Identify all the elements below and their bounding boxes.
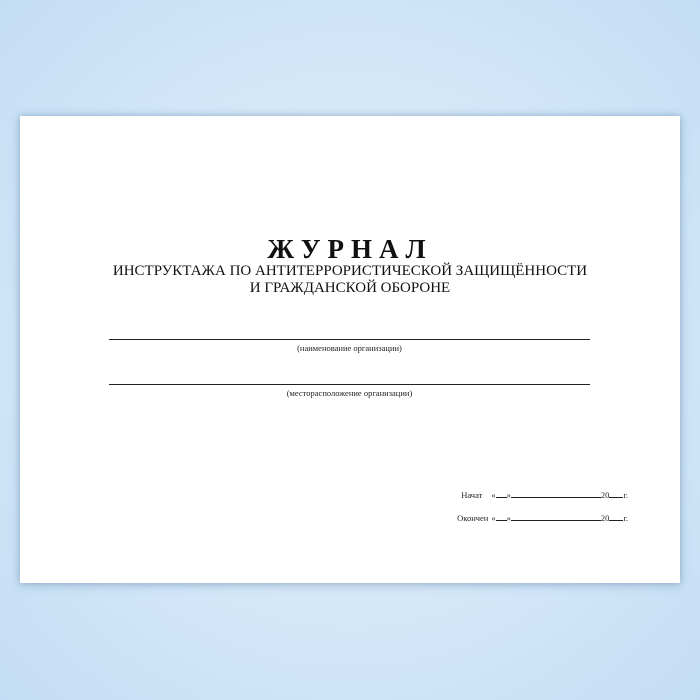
document-title: ЖУРНАЛ [267, 234, 433, 264]
org-location-line [109, 384, 590, 385]
quote-open: « [491, 490, 496, 500]
year-blank [609, 489, 623, 498]
year-prefix: 20 [600, 490, 610, 500]
start-date-line [461, 489, 628, 501]
document-subtitle-line1: ИНСТРУКТАЖА ПО АНТИТЕРРОРИСТИЧЕСКОЙ ЗАЩИЩЁННОСТИ [112, 263, 588, 279]
year-blank [609, 512, 623, 521]
day-blank [496, 512, 507, 521]
document-subtitle-line2: И ГРАЖДАНСКОЙ ОБОРОНЕ [249, 280, 451, 296]
day-blank [496, 489, 507, 498]
org-name-line [109, 339, 590, 340]
year-prefix: 20 [600, 513, 610, 523]
month-blank [511, 489, 601, 498]
quote-open: « [491, 513, 496, 523]
quote-close: » [506, 513, 511, 523]
year-suffix: г. [623, 513, 628, 523]
month-blank [511, 512, 601, 521]
quote-close: » [506, 490, 511, 500]
org-name-caption: (наименование организации) [297, 343, 402, 353]
end-date-label: Окончен [457, 513, 489, 523]
start-date-label: Начат [461, 490, 483, 500]
document-sheet [20, 116, 680, 583]
org-location-caption: (месторасположение организации) [286, 388, 413, 398]
year-suffix: г. [623, 490, 628, 500]
end-date-line [457, 512, 628, 524]
